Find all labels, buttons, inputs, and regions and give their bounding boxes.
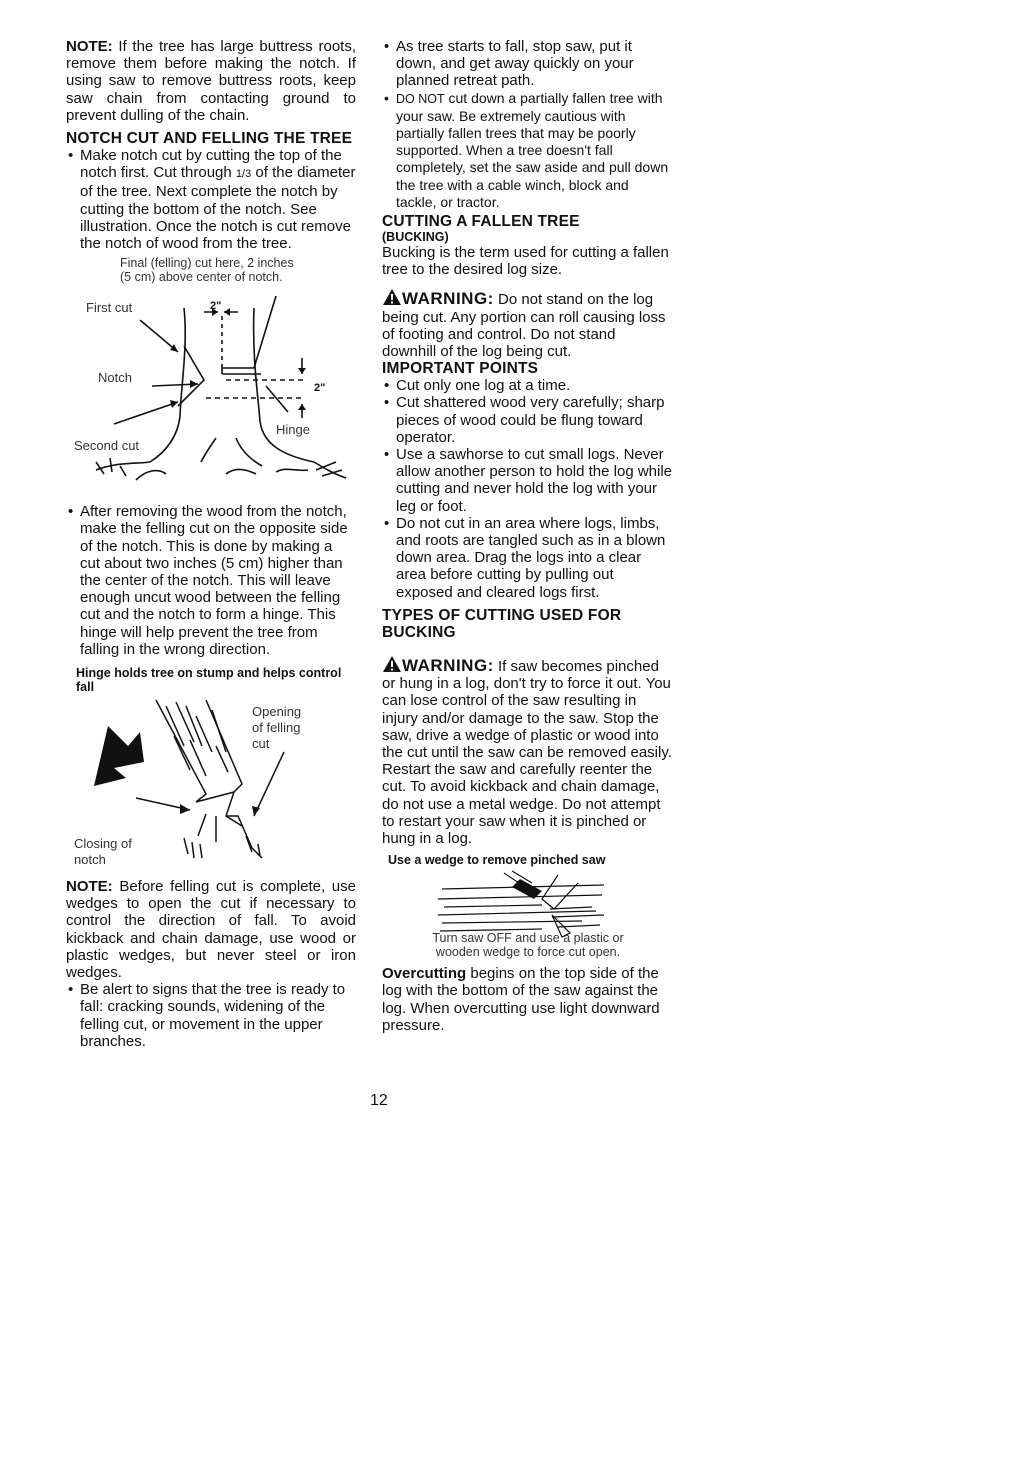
fig3-caption: Turn saw OFF and use a plastic or wooden wedge to force cut open. bbox=[432, 931, 624, 960]
label-dim-top: 2" bbox=[210, 300, 222, 313]
wedge-illustration bbox=[382, 853, 672, 961]
warning-log: WARNING: Do not stand on the log being cut. Any portion can roll causing loss of footing and control. Do not stand downhill of the log being cut. bbox=[382, 289, 666, 361]
label-closing: Closing of notch bbox=[74, 836, 132, 868]
label-hinge: Hinge bbox=[276, 422, 310, 438]
list-item: • Do not cut in an area where logs, limbs, and roots are tangled such as in a blown down area. Drag the logs into a clear area before cutting by pulling out exposed and cleared logs first. bbox=[382, 515, 672, 601]
overcutting-text: Overcutting begins on the top side of the log with the bottom of the saw against the log. When overcutting use light downward pressure. bbox=[382, 965, 660, 1034]
list-item: • After removing the wood from the notch, make the felling cut on the opposite side of the notch. This is done by making a cut about two inches (5 cm) higher than the center of the notch. This will leave enough uncut wood between the felling cut and the notch to form a hinge. This hinge will help prevent the tree from falling in the wrong direction. bbox=[66, 503, 356, 658]
notch-illustration bbox=[66, 256, 356, 503]
list-item: • Use a sawhorse to cut small logs. Never allow another person to hold the log while cutting and never hold the log with your leg or foot. bbox=[382, 446, 672, 515]
list-item: • Make notch cut by cutting the top of the notch first. Cut through 1/3 of the diameter of the tree. Next complete the notch by cutting the bottom of the notch. See illustration. Once the notch is cut remove the notch of wood from the tree. bbox=[66, 147, 356, 252]
label-opening: Opening of felling cut bbox=[252, 704, 302, 752]
heading-important-points: IMPORTANT POINTS bbox=[382, 360, 539, 378]
heading-cutting-fallen-tree: CUTTING A FALLEN TREE bbox=[382, 213, 580, 231]
list-item: • As tree starts to fall, stop saw, put it down, and get away quickly on your planned retreat path. bbox=[382, 38, 672, 90]
fig3-title: Use a wedge to remove pinched saw bbox=[388, 853, 606, 868]
fig2-title: Hinge holds tree on stump and helps control fall bbox=[76, 666, 342, 695]
left-column bbox=[66, 38, 356, 1050]
label-first-cut: First cut bbox=[86, 300, 133, 316]
list-item: • Cut shattered wood very carefully; sharp pieces of wood could be flung toward operator. bbox=[382, 394, 672, 446]
note-wedges: NOTE: Before felling cut is complete, use wedges to open the cut if necessary to control the direction of fall. To avoid kickback and chain damage, use wood or plastic wedges, but never steel or iron wedges. bbox=[66, 878, 356, 982]
warning-pinched-saw: WARNING: If saw becomes pinched or hung in a log, don't try to force it out. You can lose control of the saw resulting in injury and/or damage to the saw. Stop the saw, drive a wedge of plastic or wood into the cut until the saw can be removed easily. Restart the saw and carefully reenter the cut. To avoid kickback and chain damage, do not use a metal wedge. Do not attempt to restart your saw when it is pinched or hung in a log. bbox=[382, 655, 672, 847]
subheading-bucking: (BUCKING) bbox=[382, 230, 449, 245]
page-number: 12 bbox=[370, 1092, 388, 1109]
note-buttress: NOTE: If the tree has large buttress roots, remove them before making the notch. If using saw to remove buttress roots, keep saw chain from contacting ground to prevent dulling of the chain. bbox=[66, 38, 356, 124]
fig1-caption: Final (felling) cut here, 2 inches (5 cm) above center of notch. bbox=[120, 256, 294, 285]
list-item: • DO NOT cut down a partially fallen tree with your saw. Be extremely cautious with partially fallen trees that may be poorly supported. When a tree doesn't fall completely, set the saw aside and pull down the tree with a cable winch, block and tackle, or tractor. bbox=[382, 90, 672, 211]
right-column bbox=[382, 38, 672, 1034]
list-item: • Cut only one log at a time. bbox=[382, 377, 672, 394]
label-second-cut: Second cut bbox=[74, 438, 140, 454]
bucking-text: Bucking is the term used for cutting a fallen tree to the desired log size. bbox=[382, 244, 669, 279]
list-item: • Be alert to signs that the tree is ready to fall: cracking sounds, widening of the felling cut, or movement in the upper branches. bbox=[66, 981, 356, 1050]
heading-types-of-cutting: TYPES OF CUTTING USED FOR BUCKING bbox=[382, 606, 622, 641]
warning-triangle-icon bbox=[382, 288, 402, 306]
hinge-illustration bbox=[66, 666, 356, 872]
warning-triangle-icon bbox=[382, 655, 402, 673]
label-notch: Notch bbox=[98, 370, 132, 386]
label-dim-right: 2" bbox=[314, 382, 326, 395]
heading-notch-cut: NOTCH CUT AND FELLING THE TREE bbox=[66, 130, 353, 148]
